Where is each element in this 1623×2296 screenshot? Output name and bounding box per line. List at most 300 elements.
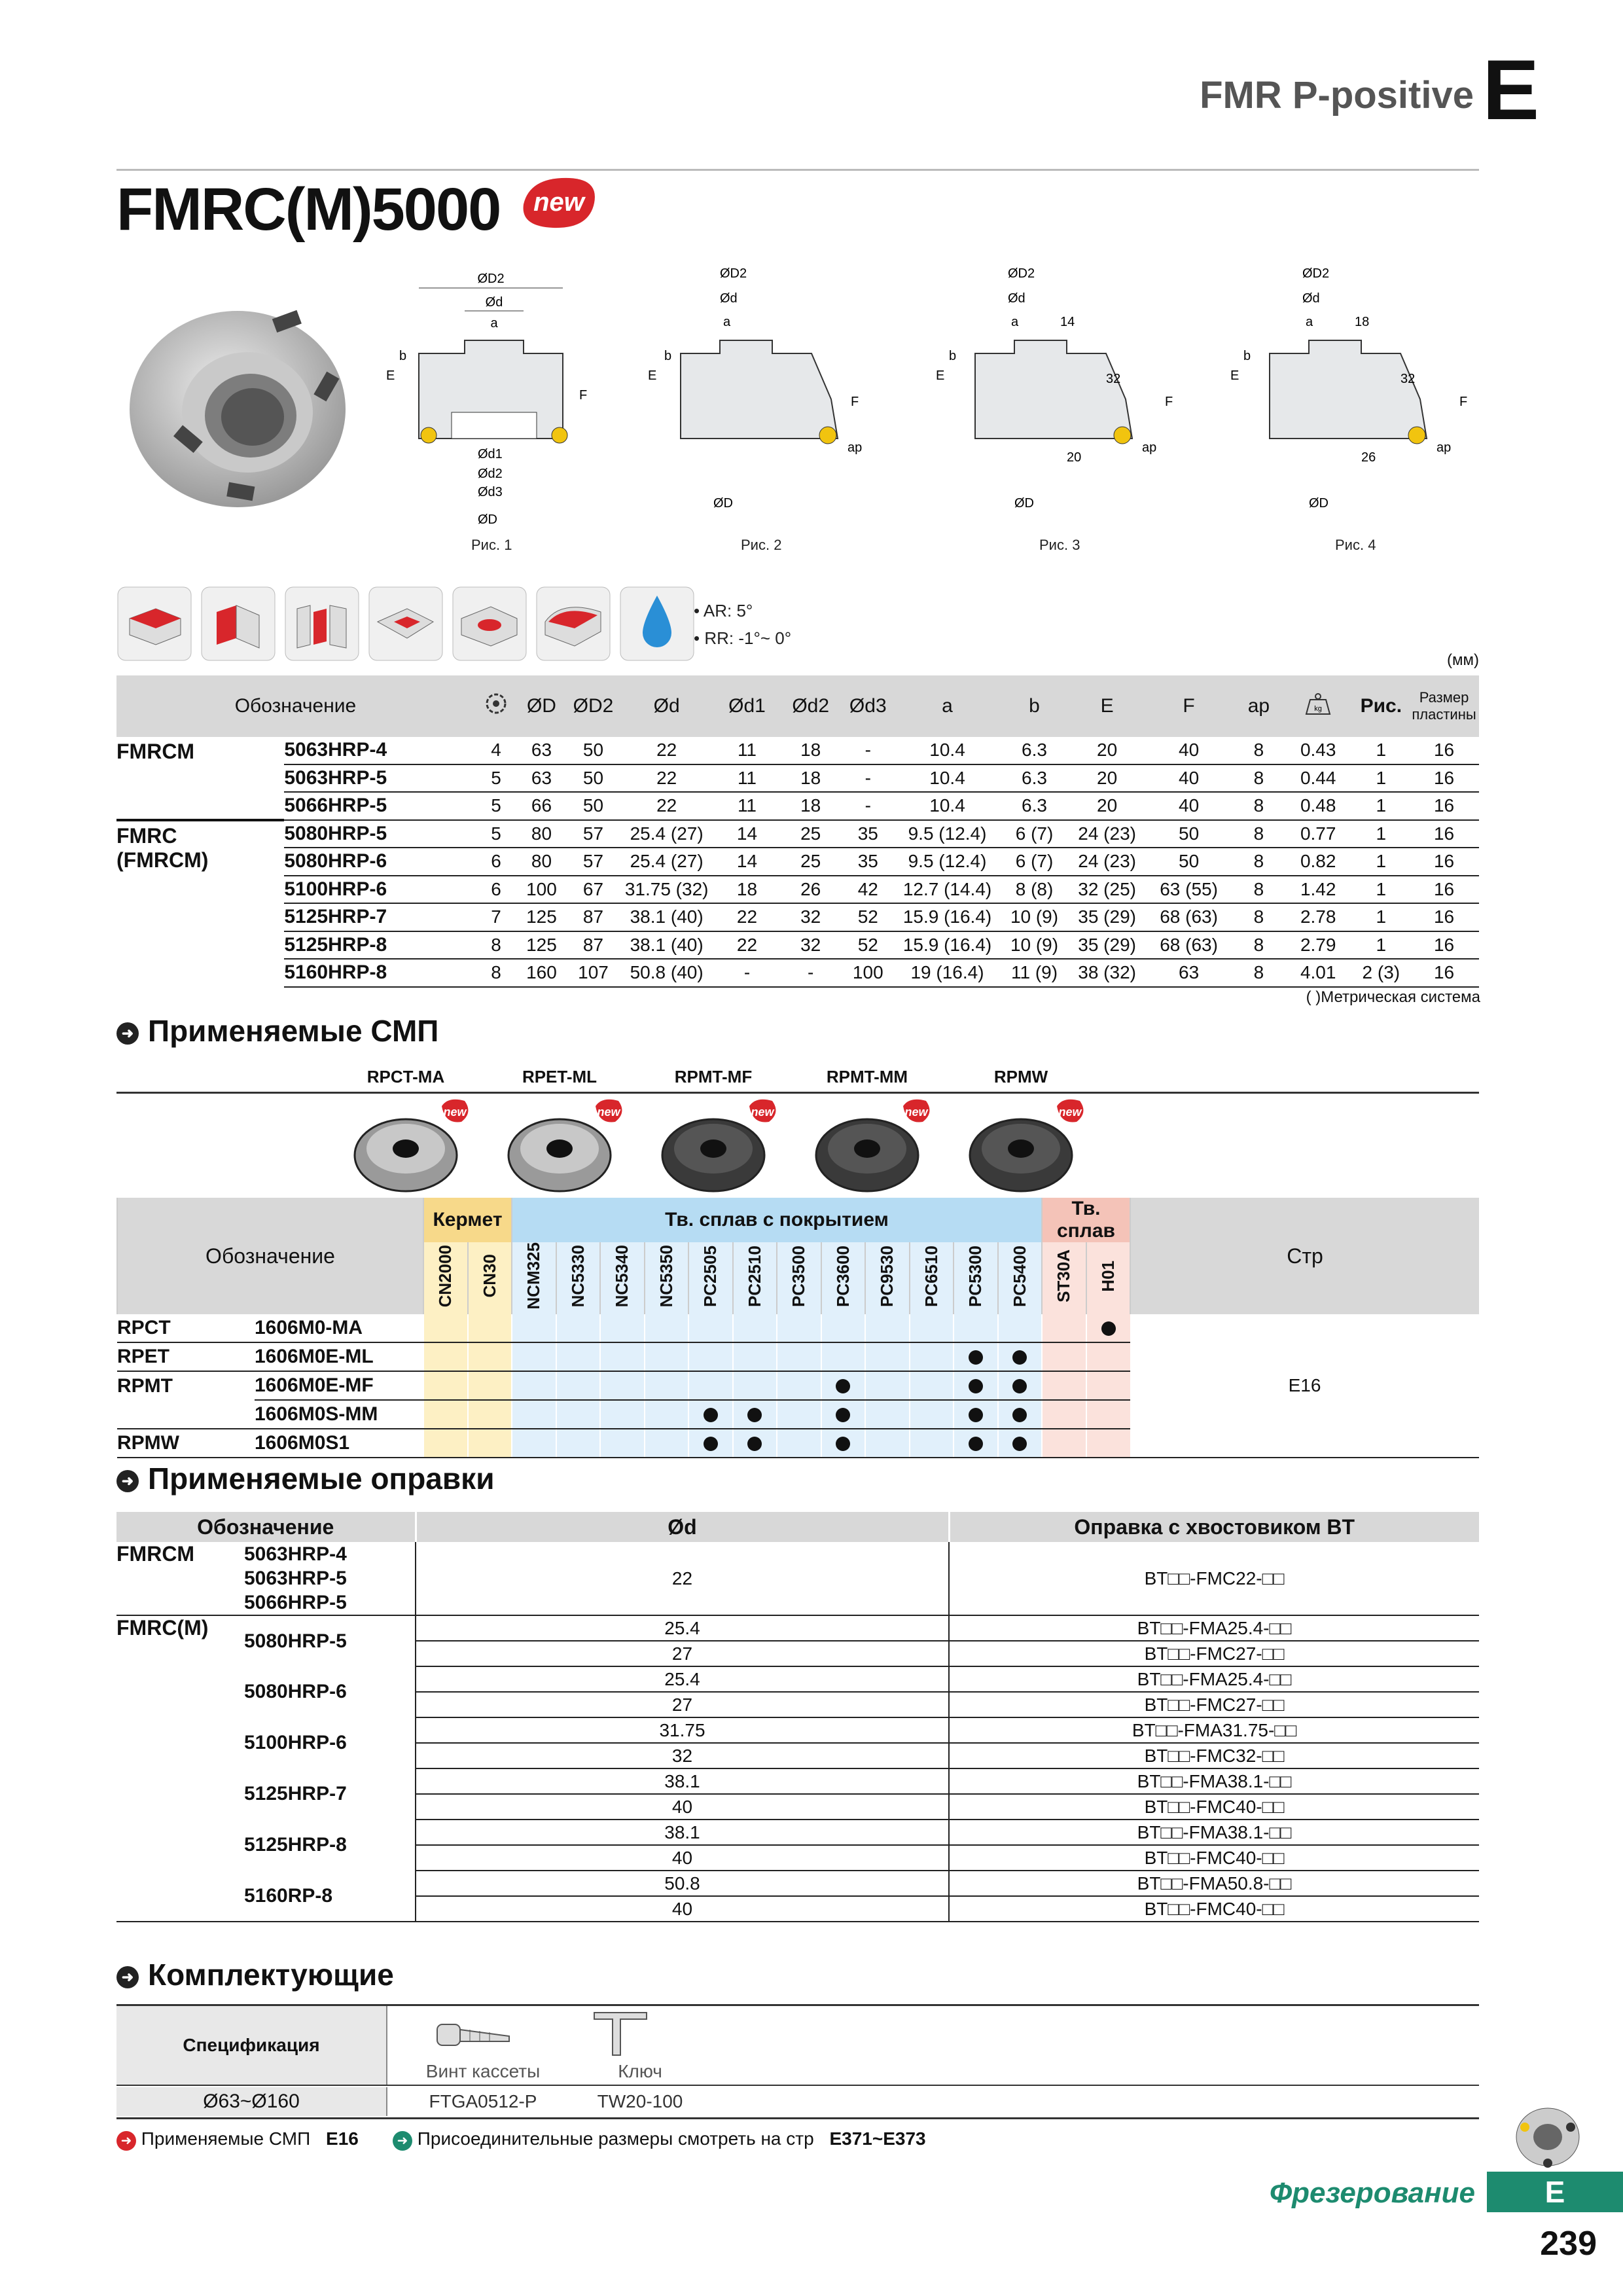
- grade-cell: [910, 1371, 954, 1400]
- grade-cell: [998, 1342, 1043, 1371]
- spec-value-cell: 2 (3): [1353, 959, 1409, 987]
- spec-value-cell: 16: [1409, 764, 1479, 793]
- arbor-d: 31.75: [416, 1717, 949, 1743]
- col-teeth: [474, 675, 518, 737]
- footer-ref-inserts[interactable]: ➜ Применяемые СМП E16: [116, 2128, 359, 2151]
- spec-value-cell: 67: [565, 876, 621, 904]
- spec-value-cell: 16: [1409, 876, 1479, 904]
- spec-row: [116, 876, 1479, 904]
- spec-value-cell: 9.5 (12.4): [897, 848, 998, 876]
- spec-value-cell: 35: [839, 848, 897, 876]
- grade-cell: [865, 1314, 910, 1342]
- availability-dot-icon: [1012, 1408, 1027, 1422]
- grade-cell: [1042, 1342, 1086, 1371]
- spec-value-cell: 0.82: [1283, 848, 1353, 876]
- spec-value-cell: 22: [712, 931, 782, 960]
- metric-note: ( )Метрическая система: [1306, 988, 1480, 1006]
- spec-table: [116, 675, 1479, 988]
- spec-value-cell: 38 (32): [1071, 959, 1143, 987]
- spec-value-cell: 80: [518, 848, 565, 876]
- spec-value-cell: 1: [1353, 737, 1409, 764]
- spec-value-cell: 16: [1409, 737, 1479, 764]
- spec-value-cell: 20: [1071, 737, 1143, 764]
- grade-cell: [954, 1400, 998, 1429]
- spec-value-cell: 6 (7): [998, 820, 1071, 848]
- grade-cell: [645, 1314, 689, 1342]
- grade-header: NC5330: [556, 1242, 601, 1314]
- spec-row: [116, 792, 1479, 820]
- insert-code: 1606M0-MA: [255, 1314, 423, 1342]
- arbor-model: 5125HRP-8: [244, 1834, 347, 1856]
- arbor-model: 5125HRP-7: [244, 1783, 347, 1804]
- spec-value-cell: 1: [1353, 876, 1409, 904]
- svg-text:E: E: [386, 368, 395, 383]
- grade-cell: [954, 1371, 998, 1400]
- grade-header: PC2510: [733, 1242, 777, 1314]
- svg-text:ap: ap: [1436, 440, 1452, 455]
- arbor-bt: BT□□-FMA50.8-□□: [949, 1871, 1479, 1896]
- arbor-col-d: Ød: [416, 1512, 949, 1542]
- col-E: E: [1071, 675, 1143, 737]
- availability-dot-icon: [747, 1437, 762, 1451]
- grade-cell: [600, 1429, 645, 1458]
- grade-header: PC3500: [777, 1242, 821, 1314]
- arbor-bt: BT□□-FMA25.4-□□: [949, 1666, 1479, 1692]
- spec-value-cell: 68 (63): [1143, 903, 1234, 931]
- col-d3: Ød3: [839, 675, 897, 737]
- spec-value-cell: 24 (23): [1071, 848, 1143, 876]
- svg-text:a: a: [723, 315, 731, 329]
- arbor-d: 40: [416, 1896, 949, 1922]
- spec-value-cell: 87: [565, 931, 621, 960]
- arbor-row: [116, 1615, 1479, 1641]
- grade-cell: [1086, 1429, 1131, 1458]
- svg-text:ØD2: ØD2: [477, 272, 505, 286]
- insert-image-icon: [651, 1093, 782, 1198]
- spec-row: [116, 764, 1479, 793]
- arbor-row: [116, 1871, 1479, 1896]
- spec-value-cell: 57: [565, 820, 621, 848]
- arbor-bt: BT□□-FMC22-□□: [949, 1542, 1479, 1615]
- svg-text:b: b: [949, 349, 957, 363]
- availability-dot-icon: [704, 1437, 718, 1451]
- spec-value-cell: 20: [1071, 792, 1143, 820]
- cassette-screw-label: Винт кассеты: [425, 2061, 541, 2081]
- group-cermet: Кермет: [423, 1198, 512, 1242]
- arbor-d: 25.4: [416, 1666, 949, 1692]
- application-icons: [116, 586, 695, 662]
- grade-header: PC5400: [998, 1242, 1043, 1314]
- grade-cell: [1042, 1371, 1086, 1400]
- grade-cell: [777, 1314, 821, 1342]
- arbor-group-name: FMRC(M): [116, 1615, 244, 1922]
- section-tab[interactable]: E: [1487, 2172, 1623, 2212]
- grade-cell: [733, 1342, 777, 1371]
- key-label: Ключ: [618, 2061, 662, 2081]
- svg-text:F: F: [851, 395, 859, 409]
- svg-text:18: 18: [1355, 315, 1370, 329]
- grade-cell: [556, 1429, 601, 1458]
- arbor-bt: BT□□-FMC40-□□: [949, 1896, 1479, 1922]
- arbors-table: [116, 1512, 1479, 1922]
- arbor-row: [116, 1820, 1479, 1845]
- grade-cell: [423, 1400, 468, 1429]
- grade-cell: [777, 1342, 821, 1371]
- grade-row: [117, 1314, 1479, 1342]
- availability-dot-icon: [1012, 1437, 1027, 1451]
- svg-text:Ød1: Ød1: [478, 447, 503, 461]
- spec-value-cell: 8: [1234, 903, 1283, 931]
- arbor-bt: BT□□-FMC32-□□: [949, 1743, 1479, 1768]
- spec-value-cell: 32 (25): [1071, 876, 1143, 904]
- spec-value-cell: 125: [518, 931, 565, 960]
- grade-cell: [910, 1314, 954, 1342]
- insert-code: 1606M0S-MM: [255, 1400, 423, 1429]
- new-badge-label: new: [533, 188, 584, 217]
- svg-text:ØD2: ØD2: [1302, 266, 1330, 281]
- spec-value-cell: 8: [1234, 876, 1283, 904]
- category-label: Фрезерование: [1269, 2177, 1475, 2209]
- grade-col-designation: Обозначение: [117, 1198, 423, 1314]
- availability-dot-icon: [1101, 1321, 1116, 1336]
- insert-family: [117, 1400, 255, 1429]
- grade-header: PC3600: [821, 1242, 866, 1314]
- spec-value-cell: 16: [1409, 903, 1479, 931]
- grade-cell: [910, 1342, 954, 1371]
- pocket-milling-icon: [452, 586, 527, 662]
- svg-text:E: E: [936, 368, 945, 383]
- insert-image-icon: [805, 1093, 936, 1198]
- arbor-col-bt: Оправка с хвостовиком BT: [949, 1512, 1479, 1542]
- arbor-d: 25.4: [416, 1615, 949, 1641]
- insert-page-ref[interactable]: E16: [1130, 1314, 1479, 1458]
- spec-value-cell: 8: [1234, 820, 1283, 848]
- spec-value-cell: 20: [1071, 764, 1143, 793]
- spec-value-cell: 0.43: [1283, 737, 1353, 764]
- grade-cell: [733, 1400, 777, 1429]
- arbor-bt: BT□□-FMC40-□□: [949, 1794, 1479, 1820]
- accessories-section-title: ➜ Комплектующие: [116, 1957, 394, 1992]
- arbor-model: 5100HRP-6: [244, 1732, 347, 1753]
- grade-cell: [865, 1342, 910, 1371]
- spec-value-cell: 35: [839, 820, 897, 848]
- accessories-range: Ø63~Ø160: [116, 2087, 387, 2116]
- figure-3-diagram: [910, 262, 1185, 524]
- svg-text:26: 26: [1361, 450, 1376, 465]
- grade-cell: [910, 1400, 954, 1429]
- spec-value-cell: 52: [839, 903, 897, 931]
- grade-cell: [1042, 1400, 1086, 1429]
- grade-cell: [645, 1429, 689, 1458]
- arbor-d: 27: [416, 1641, 949, 1666]
- grade-cell: [733, 1429, 777, 1458]
- coolant-drop-icon: [619, 586, 695, 662]
- svg-text:ØD: ØD: [478, 512, 497, 527]
- milling-cutter-thumbnail-icon: [1512, 2101, 1584, 2170]
- spec-value-cell: 50: [565, 792, 621, 820]
- spec-value-cell: -: [839, 792, 897, 820]
- insert-new-badge: new: [597, 1105, 620, 1119]
- grade-header: PC9530: [865, 1242, 910, 1314]
- col-a: a: [897, 675, 998, 737]
- grade-header: NCM325: [512, 1242, 556, 1314]
- svg-text:F: F: [1165, 395, 1173, 409]
- spec-value-cell: 8: [1234, 737, 1283, 764]
- insert-image-icon: [344, 1093, 474, 1198]
- insert-code: 1606M0S1: [255, 1429, 423, 1458]
- svg-text:F: F: [579, 388, 588, 403]
- spec-row: [116, 848, 1479, 876]
- spec-value-cell: 8: [1234, 764, 1283, 793]
- spec-value-cell: 63: [518, 737, 565, 764]
- grade-header: PC5300: [954, 1242, 998, 1314]
- spec-value-cell: 32: [782, 931, 840, 960]
- spec-model-cell: 5066HRP-5: [284, 792, 474, 820]
- new-badge-icon: [517, 171, 602, 234]
- spec-row: [116, 820, 1479, 848]
- spec-value-cell: 6.3: [998, 792, 1071, 820]
- spec-model-cell: 5160HRP-8: [284, 959, 474, 987]
- grade-header: ST30A: [1042, 1242, 1086, 1314]
- spec-value-cell: -: [782, 959, 840, 987]
- geometry-features: [694, 597, 791, 652]
- availability-dot-icon: [969, 1437, 983, 1451]
- spec-value-cell: 10.4: [897, 792, 998, 820]
- grade-cell: [1086, 1371, 1131, 1400]
- arbor-bt: BT□□-FMA31.75-□□: [949, 1717, 1479, 1743]
- spec-model-cell: 5125HRP-7: [284, 903, 474, 931]
- arbor-d: 40: [416, 1845, 949, 1871]
- spec-value-cell: 35 (29): [1071, 931, 1143, 960]
- spec-value-cell: 15.9 (16.4): [897, 903, 998, 931]
- spec-value-cell: 50: [1143, 820, 1234, 848]
- arbor-bt: BT□□-FMC40-□□: [949, 1845, 1479, 1871]
- spec-value-cell: 160: [518, 959, 565, 987]
- spec-value-cell: 22: [621, 764, 712, 793]
- svg-text:F: F: [1459, 395, 1468, 409]
- svg-text:b: b: [399, 349, 407, 363]
- col-F: F: [1143, 675, 1234, 737]
- grade-cell: [423, 1342, 468, 1371]
- spec-value-cell: 40: [1143, 792, 1234, 820]
- spec-value-cell: 24 (23): [1071, 820, 1143, 848]
- grade-cell: [777, 1371, 821, 1400]
- insert-code: 1606M0E-ML: [255, 1342, 423, 1371]
- svg-text:E: E: [1230, 368, 1240, 383]
- spec-value-cell: 25: [782, 820, 840, 848]
- grade-cell: [821, 1314, 866, 1342]
- availability-dot-icon: [969, 1408, 983, 1422]
- grade-cell: [865, 1400, 910, 1429]
- svg-text:Ød2: Ød2: [478, 467, 503, 481]
- spec-value-cell: 7: [474, 903, 518, 931]
- col-b: b: [998, 675, 1071, 737]
- arbor-d: 32: [416, 1743, 949, 1768]
- spec-row: [116, 903, 1479, 931]
- ref-arrow-icon: ➜: [393, 2131, 412, 2151]
- spec-value-cell: 8: [474, 959, 518, 987]
- cassette-screw-code: FTGA0512-P: [429, 2091, 537, 2111]
- spec-value-cell: 57: [565, 848, 621, 876]
- grade-header: PC2505: [688, 1242, 733, 1314]
- spec-value-cell: 63: [1143, 959, 1234, 987]
- spec-value-cell: 35 (29): [1071, 903, 1143, 931]
- grade-cell: [733, 1371, 777, 1400]
- spec-value-cell: 16: [1409, 959, 1479, 987]
- spec-model-cell: 5080HRP-5: [284, 820, 474, 848]
- grade-cell: [1042, 1314, 1086, 1342]
- insert-family: RPET: [117, 1342, 255, 1371]
- arbor-model: 5063HRP-5: [244, 1567, 347, 1589]
- grade-cell: [998, 1429, 1043, 1458]
- svg-text:Ød: Ød: [485, 295, 503, 310]
- arbor-row: [116, 1768, 1479, 1794]
- svg-text:14: 14: [1060, 315, 1075, 329]
- figure-2-diagram: [615, 262, 877, 524]
- grade-cell: [600, 1400, 645, 1429]
- arbor-col-designation: Обозначение: [116, 1512, 416, 1542]
- group-carbide: Тв. сплав: [1042, 1198, 1130, 1242]
- spec-value-cell: 10 (9): [998, 931, 1071, 960]
- spec-value-cell: 18: [712, 876, 782, 904]
- grade-cell: [600, 1314, 645, 1342]
- svg-text:32: 32: [1400, 372, 1416, 386]
- spec-model-cell: 5125HRP-8: [284, 931, 474, 960]
- spec-value-cell: 22: [621, 737, 712, 764]
- grade-cell: [954, 1314, 998, 1342]
- grade-cell: [998, 1400, 1043, 1429]
- grade-cell: [512, 1314, 556, 1342]
- spec-value-cell: 22: [621, 792, 712, 820]
- spec-value-cell: 0.77: [1283, 820, 1353, 848]
- cutter-photo: [116, 288, 352, 524]
- spec-value-cell: 8: [1234, 959, 1283, 987]
- spec-value-cell: 40: [1143, 764, 1234, 793]
- svg-text:kg: kg: [1314, 705, 1322, 713]
- grade-header: NC5340: [600, 1242, 645, 1314]
- insert-code: 1606M0E-MF: [255, 1371, 423, 1400]
- col-fig: Рис.: [1353, 675, 1409, 737]
- spec-value-cell: 16: [1409, 792, 1479, 820]
- availability-dot-icon: [1012, 1379, 1027, 1393]
- arbor-model: 5080HRP-5: [244, 1630, 347, 1652]
- ramping-icon: [368, 586, 444, 662]
- grade-cell: [777, 1429, 821, 1458]
- spec-value-cell: 31.75 (32): [621, 876, 712, 904]
- grade-cell: [1086, 1342, 1131, 1371]
- figure-1-caption: Рис. 1: [471, 537, 512, 553]
- grade-cell: [688, 1314, 733, 1342]
- spec-value-cell: 4: [474, 737, 518, 764]
- grade-cell: [512, 1371, 556, 1400]
- grade-cell: [998, 1371, 1043, 1400]
- spec-value-cell: 2.79: [1283, 931, 1353, 960]
- spec-value-cell: 10.4: [897, 737, 998, 764]
- spec-value-cell: 16: [1409, 848, 1479, 876]
- spec-value-cell: 0.44: [1283, 764, 1353, 793]
- spec-value-cell: 10.4: [897, 764, 998, 793]
- arbor-bt: BT□□-FMC27-□□: [949, 1641, 1479, 1666]
- svg-text:Ød3: Ød3: [478, 485, 503, 499]
- availability-dot-icon: [969, 1379, 983, 1393]
- grade-cell: [865, 1429, 910, 1458]
- feature-rr: • RR: -1°~ 0°: [694, 628, 792, 648]
- spec-value-cell: 6.3: [998, 737, 1071, 764]
- col-D2: ØD2: [565, 675, 621, 737]
- availability-dot-icon: [747, 1408, 762, 1422]
- spec-value-cell: 1: [1353, 820, 1409, 848]
- grade-cell: [954, 1342, 998, 1371]
- grade-cell: [1086, 1400, 1131, 1429]
- arbor-model: 5063HRP-4: [244, 1543, 347, 1565]
- grade-cell: [600, 1342, 645, 1371]
- insert-image-icon: [497, 1093, 628, 1198]
- arbor-d: 50.8: [416, 1871, 949, 1896]
- spec-value-cell: 1: [1353, 792, 1409, 820]
- cassette-screw-icon: [424, 2011, 522, 2057]
- spec-value-cell: 25: [782, 848, 840, 876]
- grade-cell: [733, 1314, 777, 1342]
- weight-kg-icon: [1304, 691, 1332, 717]
- grade-cell: [821, 1400, 866, 1429]
- spec-value-cell: 10 (9): [998, 903, 1071, 931]
- section-arrow-icon: ➜: [116, 1966, 139, 1988]
- col-D: ØD: [518, 675, 565, 737]
- spec-value-cell: 8: [1234, 931, 1283, 960]
- spec-value-cell: 40: [1143, 737, 1234, 764]
- grade-header: NC5350: [645, 1242, 689, 1314]
- svg-text:ØD2: ØD2: [1008, 266, 1035, 281]
- spec-model-cell: 5080HRP-6: [284, 848, 474, 876]
- accessories-table: [116, 2004, 1479, 2119]
- svg-text:a: a: [1011, 315, 1019, 329]
- key-wrench-icon: [581, 2006, 666, 2058]
- spec-value-cell: 63: [518, 764, 565, 793]
- spec-value-cell: 15.9 (16.4): [897, 931, 998, 960]
- grade-cell: [512, 1342, 556, 1371]
- insert-name: RPMT-MF: [674, 1067, 753, 1086]
- grade-cell: [688, 1342, 733, 1371]
- grade-cell: [821, 1429, 866, 1458]
- spec-value-cell: 8: [474, 931, 518, 960]
- grade-cell: [821, 1342, 866, 1371]
- insert-family: RPMT: [117, 1374, 173, 1397]
- spec-value-cell: 16: [1409, 931, 1479, 960]
- availability-dot-icon: [704, 1408, 718, 1422]
- svg-text:ap: ap: [847, 440, 863, 455]
- svg-text:ap: ap: [1142, 440, 1157, 455]
- feature-ar: • AR: 5°: [694, 601, 753, 620]
- spec-value-cell: 12.7 (14.4): [897, 876, 998, 904]
- footer-ref-dimensions[interactable]: ➜ Присоединительные размеры смотреть на стр E371~E373: [393, 2128, 926, 2151]
- slot-milling-icon: [284, 586, 360, 662]
- accessories-spec-label: Спецификация: [116, 2006, 387, 2085]
- arbor-model: 5160RP-8: [244, 1871, 416, 1922]
- insert-name: RPET-ML: [522, 1067, 597, 1086]
- insert-new-badge: new: [904, 1105, 928, 1119]
- arbor-bt: BT□□-FMA38.1-□□: [949, 1768, 1479, 1794]
- svg-text:ØD: ØD: [1014, 496, 1034, 511]
- arbor-bt: BT□□-FMC27-□□: [949, 1692, 1479, 1717]
- grade-cell: [865, 1371, 910, 1400]
- availability-dot-icon: [1012, 1350, 1027, 1365]
- spec-group-name: FMRCM: [116, 740, 195, 763]
- spec-value-cell: 25.4 (27): [621, 848, 712, 876]
- grade-cell: [423, 1314, 468, 1342]
- arbor-row: [116, 1666, 1479, 1692]
- grade-cell: [556, 1342, 601, 1371]
- grade-header: PC6510: [910, 1242, 954, 1314]
